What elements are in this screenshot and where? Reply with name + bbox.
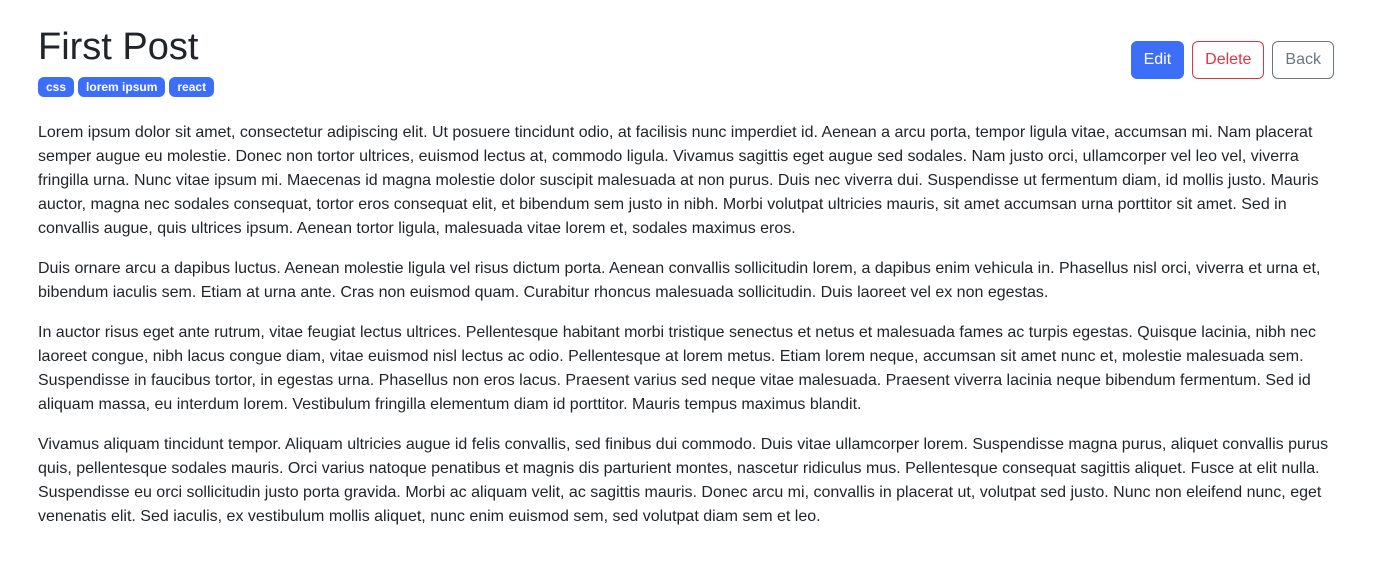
post-header [38, 24, 1334, 97]
edit-button[interactable]: Edit [1131, 41, 1185, 79]
post-paragraph: Vivamus aliquam tincidunt tempor. Aliquam ultricies augue id felis convallis, sed finibus dui commodo. Duis vitae ullamcorper lorem. Suspendisse magna purus, aliquet convallis purus quis, pellentesque sodales mauris. Orci varius natoque penatibus et magnis dis parturient montes, nascetur ridiculus mus. Pellentesque consequat sagittis aliquet. Fusce at elit nulla. Suspendisse eu orci sollicitudin justo porta gravida. Morbi ac aliquam velit, ac sagittis mauris. Donec arcu mi, convallis in placerat ut, volutpat sed justo. Nunc non eleifend nunc, eget venenatis elit. Sed iaculis, ex vestibulum mollis aliquet, nunc enim euismod sem, sed volutpat diam sem et leo. [38, 436, 1329, 525]
title-block [38, 24, 214, 97]
delete-button[interactable]: Delete [1192, 41, 1264, 79]
tag-react: react [169, 77, 214, 97]
tag-css: css [38, 77, 74, 97]
post-body [38, 121, 1334, 529]
back-button[interactable]: Back [1272, 41, 1334, 79]
tag-list [38, 77, 214, 97]
post-paragraph: Lorem ipsum dolor sit amet, consectetur adipiscing elit. Ut posuere tincidunt odio, at facilisis nunc imperdiet id. Aenean a arcu porta, tempor ligula vitae, accumsan mi. Nam placerat semper augue eu molestie. Donec non tortor ultrices, euismod lectus at, commodo ligula. Vivamus sagittis eget augue sed sodales. Nam justo orci, ullamcorper vel leo vel, viverra fringilla urna. Nunc vitae ipsum mi. Maecenas id magna molestie dolor suscipit malesuada at non purus. Duis nec viverra dui. Suspendisse ut fermentum diam, id mollis justo. Mauris auctor, magna nec sodales consequat, tortor eros consequat elit, et bibendum sem justo in nibh. Morbi volutpat ultricies mauris, sit amet accumsan urna porttitor sit amet. Sed in convallis augue, quis ultrices ipsum. Aenean tortor ligula, malesuada vitae lorem et, sodales maximus eros. [38, 124, 1319, 237]
tag-lorem-ipsum: lorem ipsum [78, 77, 165, 97]
post-paragraph: Duis ornare arcu a dapibus luctus. Aenean molestie ligula vel risus dictum porta. Aenean convallis sollicitudin lorem, a dapibus enim vehicula in. Phasellus nisl orci, viverra et urna et, bibendum iaculis sem. Etiam at urna ante. Cras non euismod quam. Curabitur rhoncus malesuada sollicitudin. Duis laoreet vel ex non egestas. [38, 260, 1321, 301]
post-actions [1131, 41, 1334, 79]
post-title: First Post [38, 26, 199, 68]
post-paragraph: In auctor risus eget ante rutrum, vitae feugiat lectus ultrices. Pellentesque habitant morbi tristique senectus et netus et malesuada fames ac turpis egestas. Quisque lacinia, nibh nec laoreet congue, nibh lacus congue diam, vitae euismod nisl lectus ac odio. Pellentesque at lorem metus. Etiam lorem neque, accumsan sit amet nunc et, molestie malesuada sem. Suspendisse in faucibus tortor, in egestas urna. Phasellus non eros lacus. Praesent varius sed neque vitae malesuada. Praesent viverra lacinia neque bibendum fermentum. Sed id aliquam massa, eu interdum lorem. Vestibulum fringilla elementum diam id porttitor. Mauris tempus maximus blandit. [38, 324, 1317, 413]
